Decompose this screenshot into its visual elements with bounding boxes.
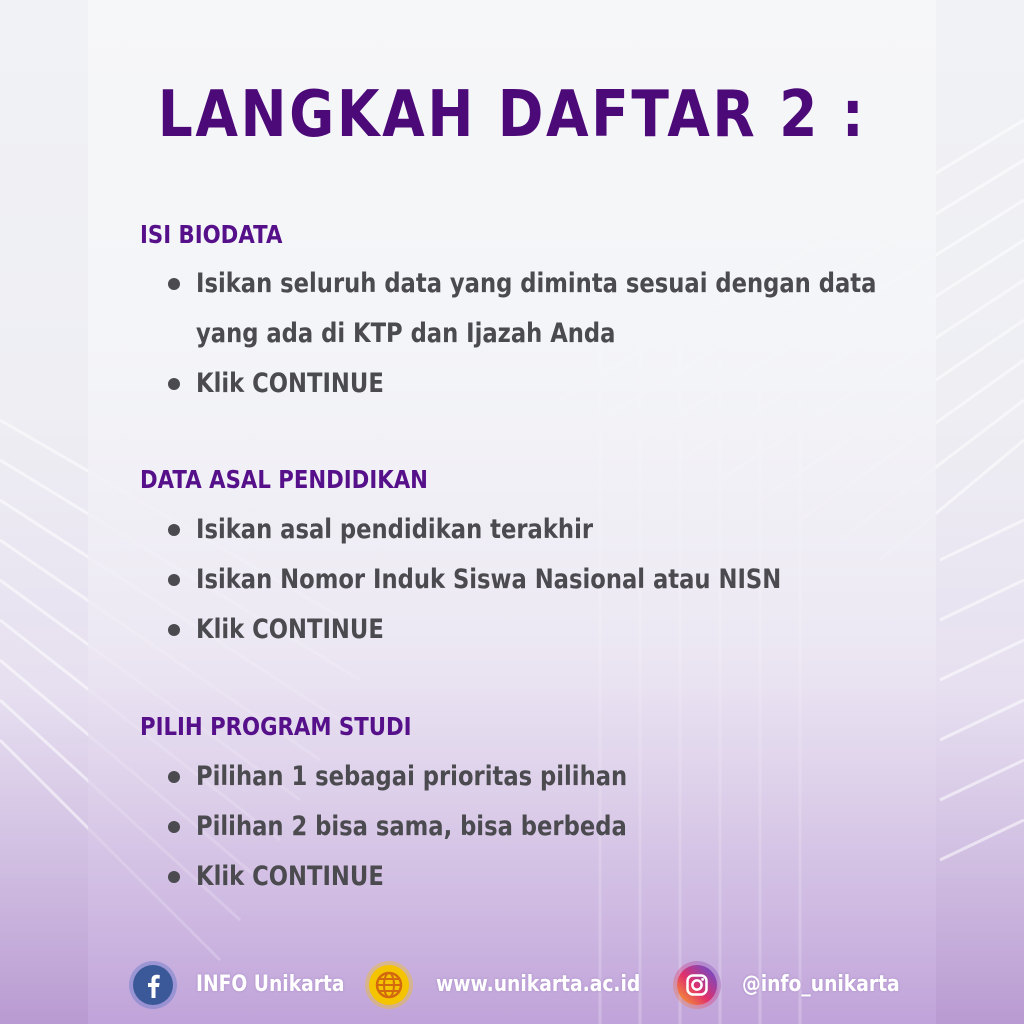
list-item: Isikan asal pendidikan terakhir (196, 514, 594, 545)
instagram-icon[interactable] (672, 960, 722, 1010)
list-item: Pilihan 2 bisa sama, bisa berbeda (196, 811, 627, 842)
section-heading-isi-biodata: ISI BIODATA (140, 220, 283, 249)
list-item: Isikan seluruh data yang diminta sesuai dengan data (196, 268, 877, 299)
bullet-dot (168, 574, 180, 586)
list-item: Klik CONTINUE (196, 368, 384, 399)
list-item: Klik CONTINUE (196, 861, 384, 892)
list-item: Klik CONTINUE (196, 614, 384, 645)
bullet-dot (168, 871, 180, 883)
website-label[interactable]: www.unikarta.ac.id (436, 972, 641, 997)
section-heading-pilih-program-studi: PILIH PROGRAM STUDI (140, 712, 412, 741)
list-item-continuation: yang ada di KTP dan Ijazah Anda (196, 318, 616, 349)
bullet-dot (168, 771, 180, 783)
facebook-icon[interactable] (128, 960, 178, 1010)
section-heading-data-asal-pendidikan: DATA ASAL PENDIDIKAN (140, 465, 428, 494)
footer-contact-bar (0, 956, 1024, 1016)
bullet-dot (168, 524, 180, 536)
bullet-dot (168, 624, 180, 636)
list-item: Isikan Nomor Induk Siswa Nasional atau NISN (196, 564, 782, 595)
bullet-dot (168, 278, 180, 290)
bullet-dot (168, 821, 180, 833)
globe-icon[interactable] (364, 960, 414, 1010)
list-item: Pilihan 1 sebagai prioritas pilihan (196, 761, 628, 792)
page-title: LANGKAH DAFTAR 2 : (157, 78, 867, 152)
facebook-label[interactable]: INFO Unikarta (196, 972, 345, 997)
bullet-dot (168, 378, 180, 390)
instagram-label[interactable]: @info_unikarta (742, 972, 900, 997)
